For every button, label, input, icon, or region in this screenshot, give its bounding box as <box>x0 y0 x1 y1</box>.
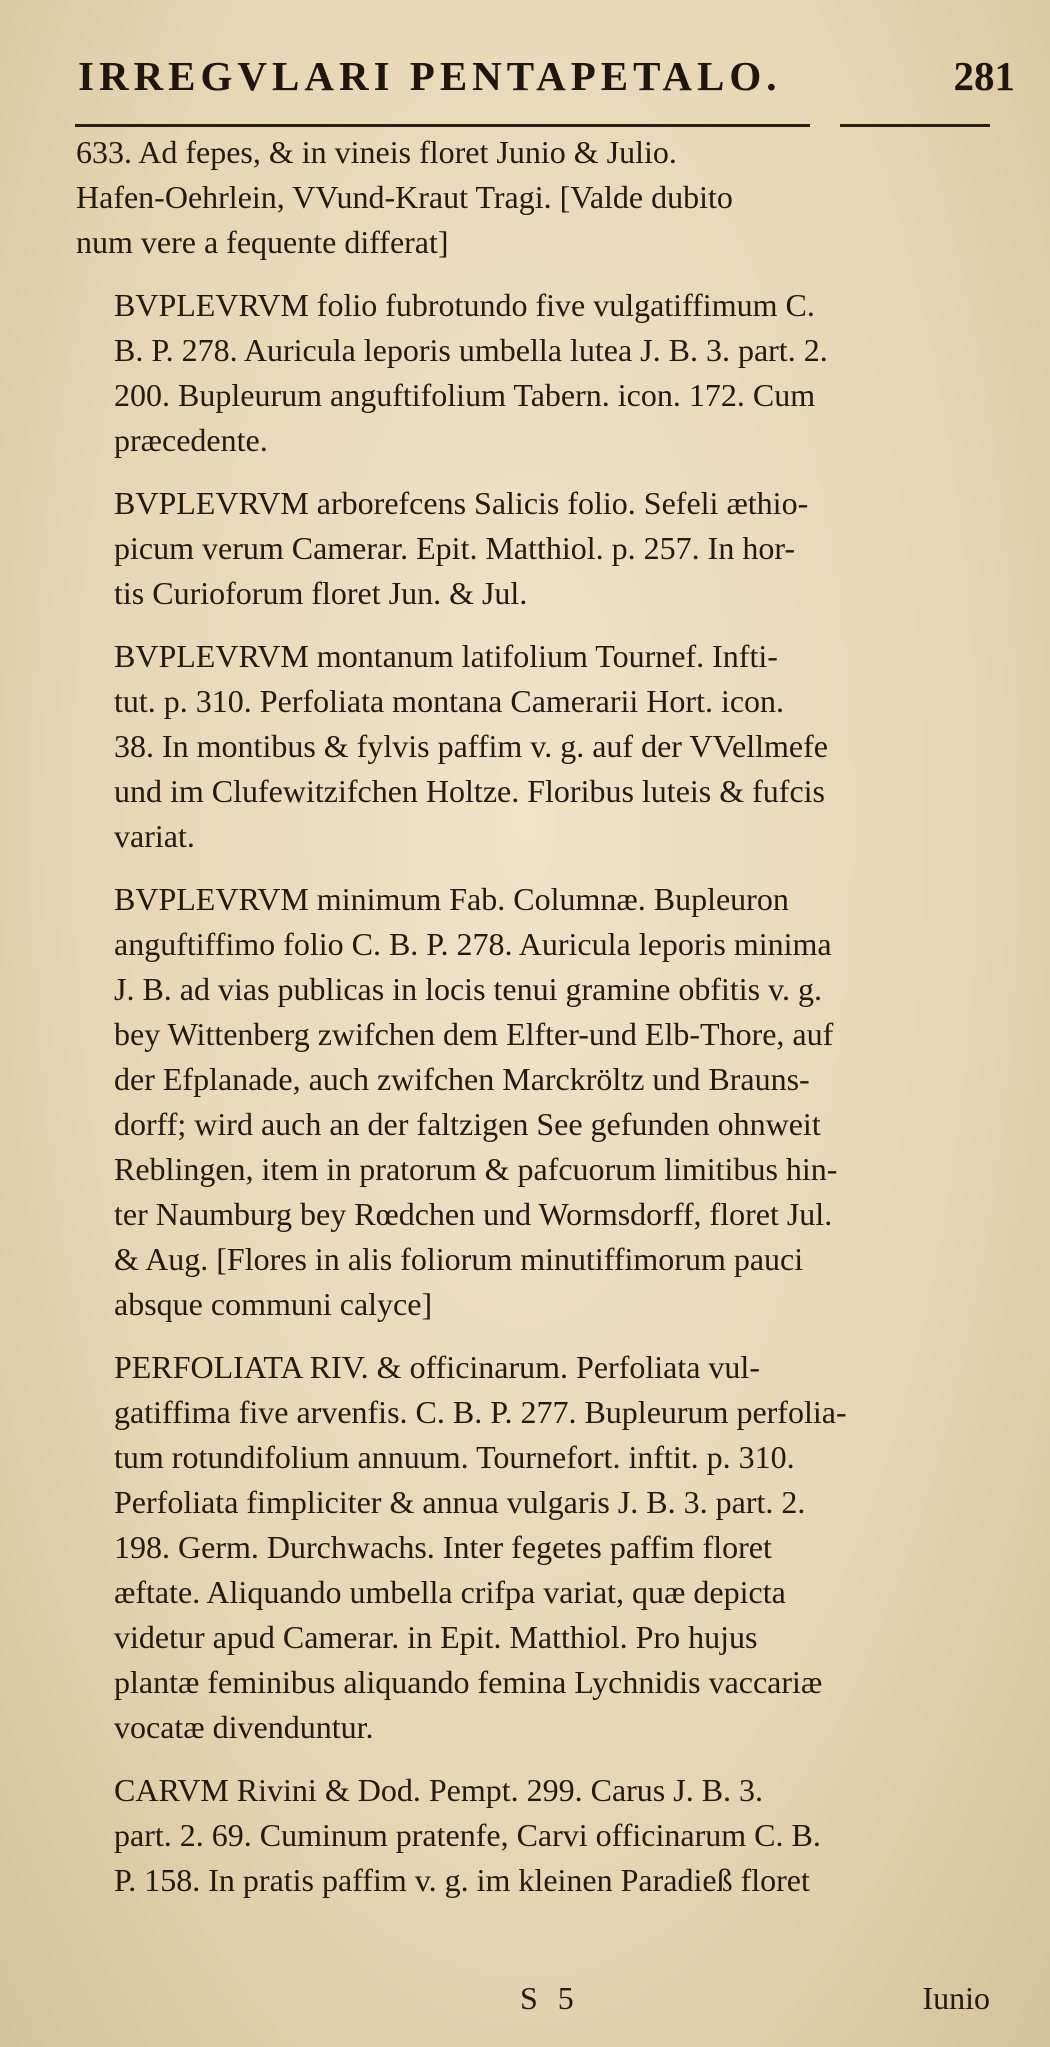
paragraph <box>76 481 1001 616</box>
text-line: und im Clufewitzifchen Holtze. Floribus luteis & fufcis <box>114 773 825 809</box>
text-line: num vere a fequente differat] <box>76 224 449 260</box>
text-line: BVPLEVRVM montanum latifolium Tournef. Infti- <box>114 638 778 674</box>
header-rule-short <box>840 124 990 127</box>
catchword: Iunio <box>922 1980 990 2016</box>
text-line: 38. In montibus & fylvis paffim v. g. auf der VVellmefe <box>114 728 828 764</box>
text-line: dorff; wird auch an der faltzigen See gefunden ohnweit <box>114 1106 821 1142</box>
signature-mark: S 5 <box>520 1980 580 2016</box>
paragraph <box>76 877 1001 1327</box>
paragraph <box>76 130 1001 265</box>
header-rule <box>75 124 810 127</box>
text-line: J. B. ad vias publicas in locis tenui gramine obfitis v. g. <box>114 971 823 1007</box>
paragraph <box>76 1768 1001 1903</box>
text-line: plantæ feminibus aliquando femina Lychnidis vaccariæ <box>114 1664 823 1700</box>
text-line: anguftiffimo folio C. B. P. 278. Auricula leporis minima <box>114 926 832 962</box>
text-line: Hafen-Oehrlein, VVund-Kraut Tragi. [Valde dubito <box>76 179 733 215</box>
text-line: part. 2. 69. Cuminum pratenfe, Carvi officinarum C. B. <box>114 1817 821 1853</box>
text-line: BVPLEVRVM arborefcens Salicis folio. Sefeli æthio- <box>114 485 809 521</box>
running-title: IRREGVLARI PENTAPETALO. <box>78 53 782 99</box>
text-line: æftate. Aliquando umbella crifpa variat, quæ depicta <box>114 1574 786 1610</box>
paragraph <box>76 634 1001 859</box>
text-line: & Aug. [Flores in alis foliorum minutiffimorum pauci <box>114 1241 804 1277</box>
text-line: picum verum Camerar. Epit. Matthiol. p. 257. In hor- <box>114 530 795 566</box>
text-line: 198. Germ. Durchwachs. Inter fegetes paffim floret <box>114 1529 772 1565</box>
text-line: der Efplanade, auch zwifchen Marckröltz und Brauns- <box>114 1061 810 1097</box>
text-line: vocatæ divenduntur. <box>114 1709 374 1745</box>
text-line: CARVM Rivini & Dod. Pempt. 299. Carus J. B. 3. <box>114 1772 764 1808</box>
text-line: videtur apud Camerar. in Epit. Matthiol. Pro hujus <box>114 1619 758 1655</box>
text-line: ter Naumburg bey Rœdchen und Wormsdorff, floret Jul. <box>114 1196 833 1232</box>
paragraph <box>76 1345 1001 1750</box>
text-line: bey Wittenberg zwifchen dem Elfter-und Elb-Thore, auf <box>114 1016 834 1052</box>
text-line: præcedente. <box>114 422 268 458</box>
paragraph <box>76 283 1001 463</box>
page-number: 281 <box>953 53 1015 99</box>
text-line: 200. Bupleurum anguftifolium Tabern. icon. 172. Cum <box>114 377 816 413</box>
text-line: absque communi calyce] <box>114 1286 433 1322</box>
text-line: tum rotundifolium annuum. Tournefort. inftit. p. 310. <box>114 1439 795 1475</box>
text-line: B. P. 278. Auricula leporis umbella lutea J. B. 3. part. 2. <box>114 332 828 368</box>
text-line: variat. <box>114 818 195 854</box>
text-line: BVPLEVRVM folio fubrotundo five vulgatiffimum C. <box>114 287 815 323</box>
text-line: Reblingen, item in pratorum & pafcuorum limitibus hin- <box>114 1151 838 1187</box>
text-line: BVPLEVRVM minimum Fab. Columnæ. Bupleuron <box>114 881 789 917</box>
text-line: PERFOLIATA RIV. & officinarum. Perfoliata vul- <box>114 1349 760 1385</box>
text-line: tis Curioforum floret Jun. & Jul. <box>114 575 528 611</box>
text-line: P. 158. In pratis paffim v. g. im kleinen Paradieß floret <box>114 1862 810 1898</box>
text-line: gatiffima five arvenfis. C. B. P. 277. Bupleurum perfolia- <box>114 1394 847 1430</box>
text-line: Perfoliata fimpliciter & annua vulgaris J. B. 3. part. 2. <box>114 1484 806 1520</box>
page-body <box>76 130 1001 1921</box>
text-line: tut. p. 310. Perfoliata montana Camerarii Hort. icon. <box>114 683 785 719</box>
text-line: 633. Ad fepes, & in vineis floret Junio & Julio. <box>76 134 677 170</box>
